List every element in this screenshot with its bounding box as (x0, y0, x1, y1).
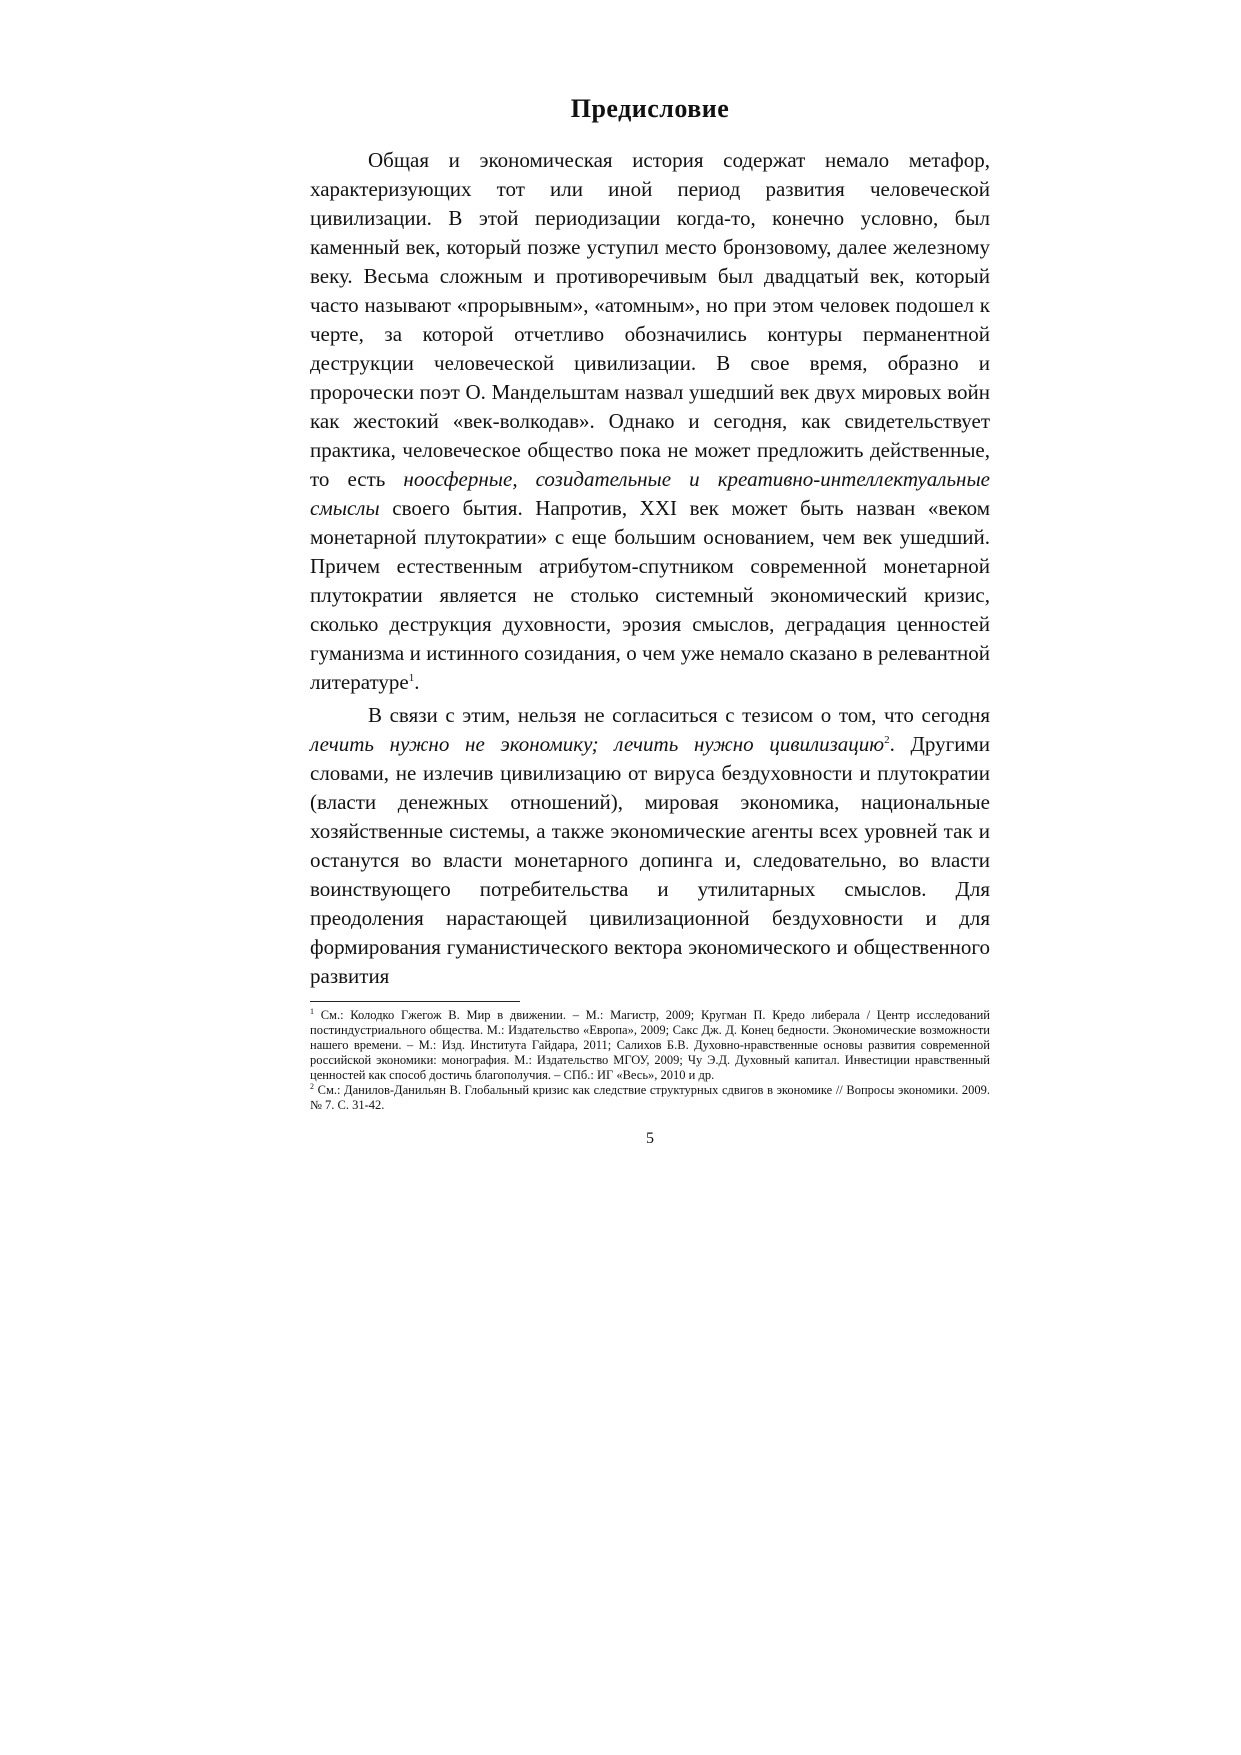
footnote-ref-1[interactable]: 1 (408, 672, 415, 684)
paragraph-1-italic: ноосферные, созидательные и креативно-интеллектуальные смыслы (310, 467, 990, 520)
paragraph-2-text-b: . Другими словами, не излечив цивилизацию от вируса бездуховности и плутократии (власти денежных отношений), мировая экономика, национальные хозяйственные системы, а также экономические агенты всех уровней так и останутся во власти монетарного допинга и, следовательно, во власти воинствующего потребительства и утилитарных смыслов. Для преодоления нарастающей цивилизационной бездуховности и для формирования гуманистического вектора экономического и общественного развития (310, 732, 990, 988)
footnote-2 (310, 1083, 990, 1113)
text-block (310, 92, 990, 1149)
footnote-1 (310, 1008, 990, 1083)
paragraph-2-italic: лечить нужно не экономику; лечить нужно цивилизацию (310, 732, 885, 756)
paragraph-1-text-b: своего бытия. Напротив, XXI век может быть назван «веком монетарной плутократии» с еще большим основанием, чем век ушедший. Причем естественным атрибутом-спутником современной монетарной плутократии является не столько системный экономический кризис, сколько деструкция духовности, эрозия смыслов, деградация ценностей гуманизма и истинного созидания, о чем уже немало сказано в релевантной литературе (310, 496, 990, 694)
paragraph-1-text-a: Общая и экономическая история содержат немало метафор, характеризующих тот или иной период развития человеческой цивилизации. В этой периодизации когда-то, конечно условно, был каменный век, который позже уступил место бронзовому, далее железному веку. Весьма сложным и противоречивым был двадцатый век, который часто называют «прорывным», «атомным», но при этом человек подошел к черте, за которой отчетливо обозначились контуры перманентной деструкции человеческой цивилизации. В свое время, образно и пророчески поэт О. Мандельштам назвал ушедший век двух мировых войн как жестокий «век-волкодав». Однако и сегодня, как свидетельствует практика, человеческое общество пока не может предложить действенные, то есть (310, 148, 990, 491)
footnote-divider (310, 1001, 520, 1002)
footnote-ref-2[interactable]: 2 (884, 734, 890, 746)
page-number: 5 (646, 1130, 654, 1147)
footnote-2-text: См.: Данилов-Данильян В. Глобальный кризис как следствие структурных сдвигов в экономике // Вопросы экономики. 2009. № 7. С. 31-42. (310, 1083, 990, 1112)
footnote-1-mark: 1 (310, 1006, 314, 1016)
paragraph-1-end: . (414, 670, 420, 694)
footnote-1-text: См.: Колодко Гжегож В. Мир в движении. – М.: Магистр, 2009; Кругман П. Кредо либерала / Центр исследований постиндустриального общества. М.: Издательство «Европа», 2009; Сакс Дж. Д. Конец бедности. Экономические возможности нашего времени. – М.: Изд. Института Гайдара, 2011; Салихов Б.В. Духовно-нравственные основы развития современной российской экономики: монография. М.: Издательство МГОУ, 2009; Чу Э.Д. Духовный капитал. Инвестиции нравственный ценностей как способ достичь благополучия. – СПб.: ИГ «Весь», 2010 и др. (310, 1008, 990, 1082)
paragraph-2-text-a: В связи с этим, нельзя не согласиться с тезисом о том, что сегодня (368, 703, 990, 727)
paragraph-2 (310, 701, 990, 991)
footnote-2-mark: 2 (310, 1081, 314, 1091)
paragraph-1 (310, 146, 990, 697)
page-title: Предисловие (570, 94, 730, 123)
